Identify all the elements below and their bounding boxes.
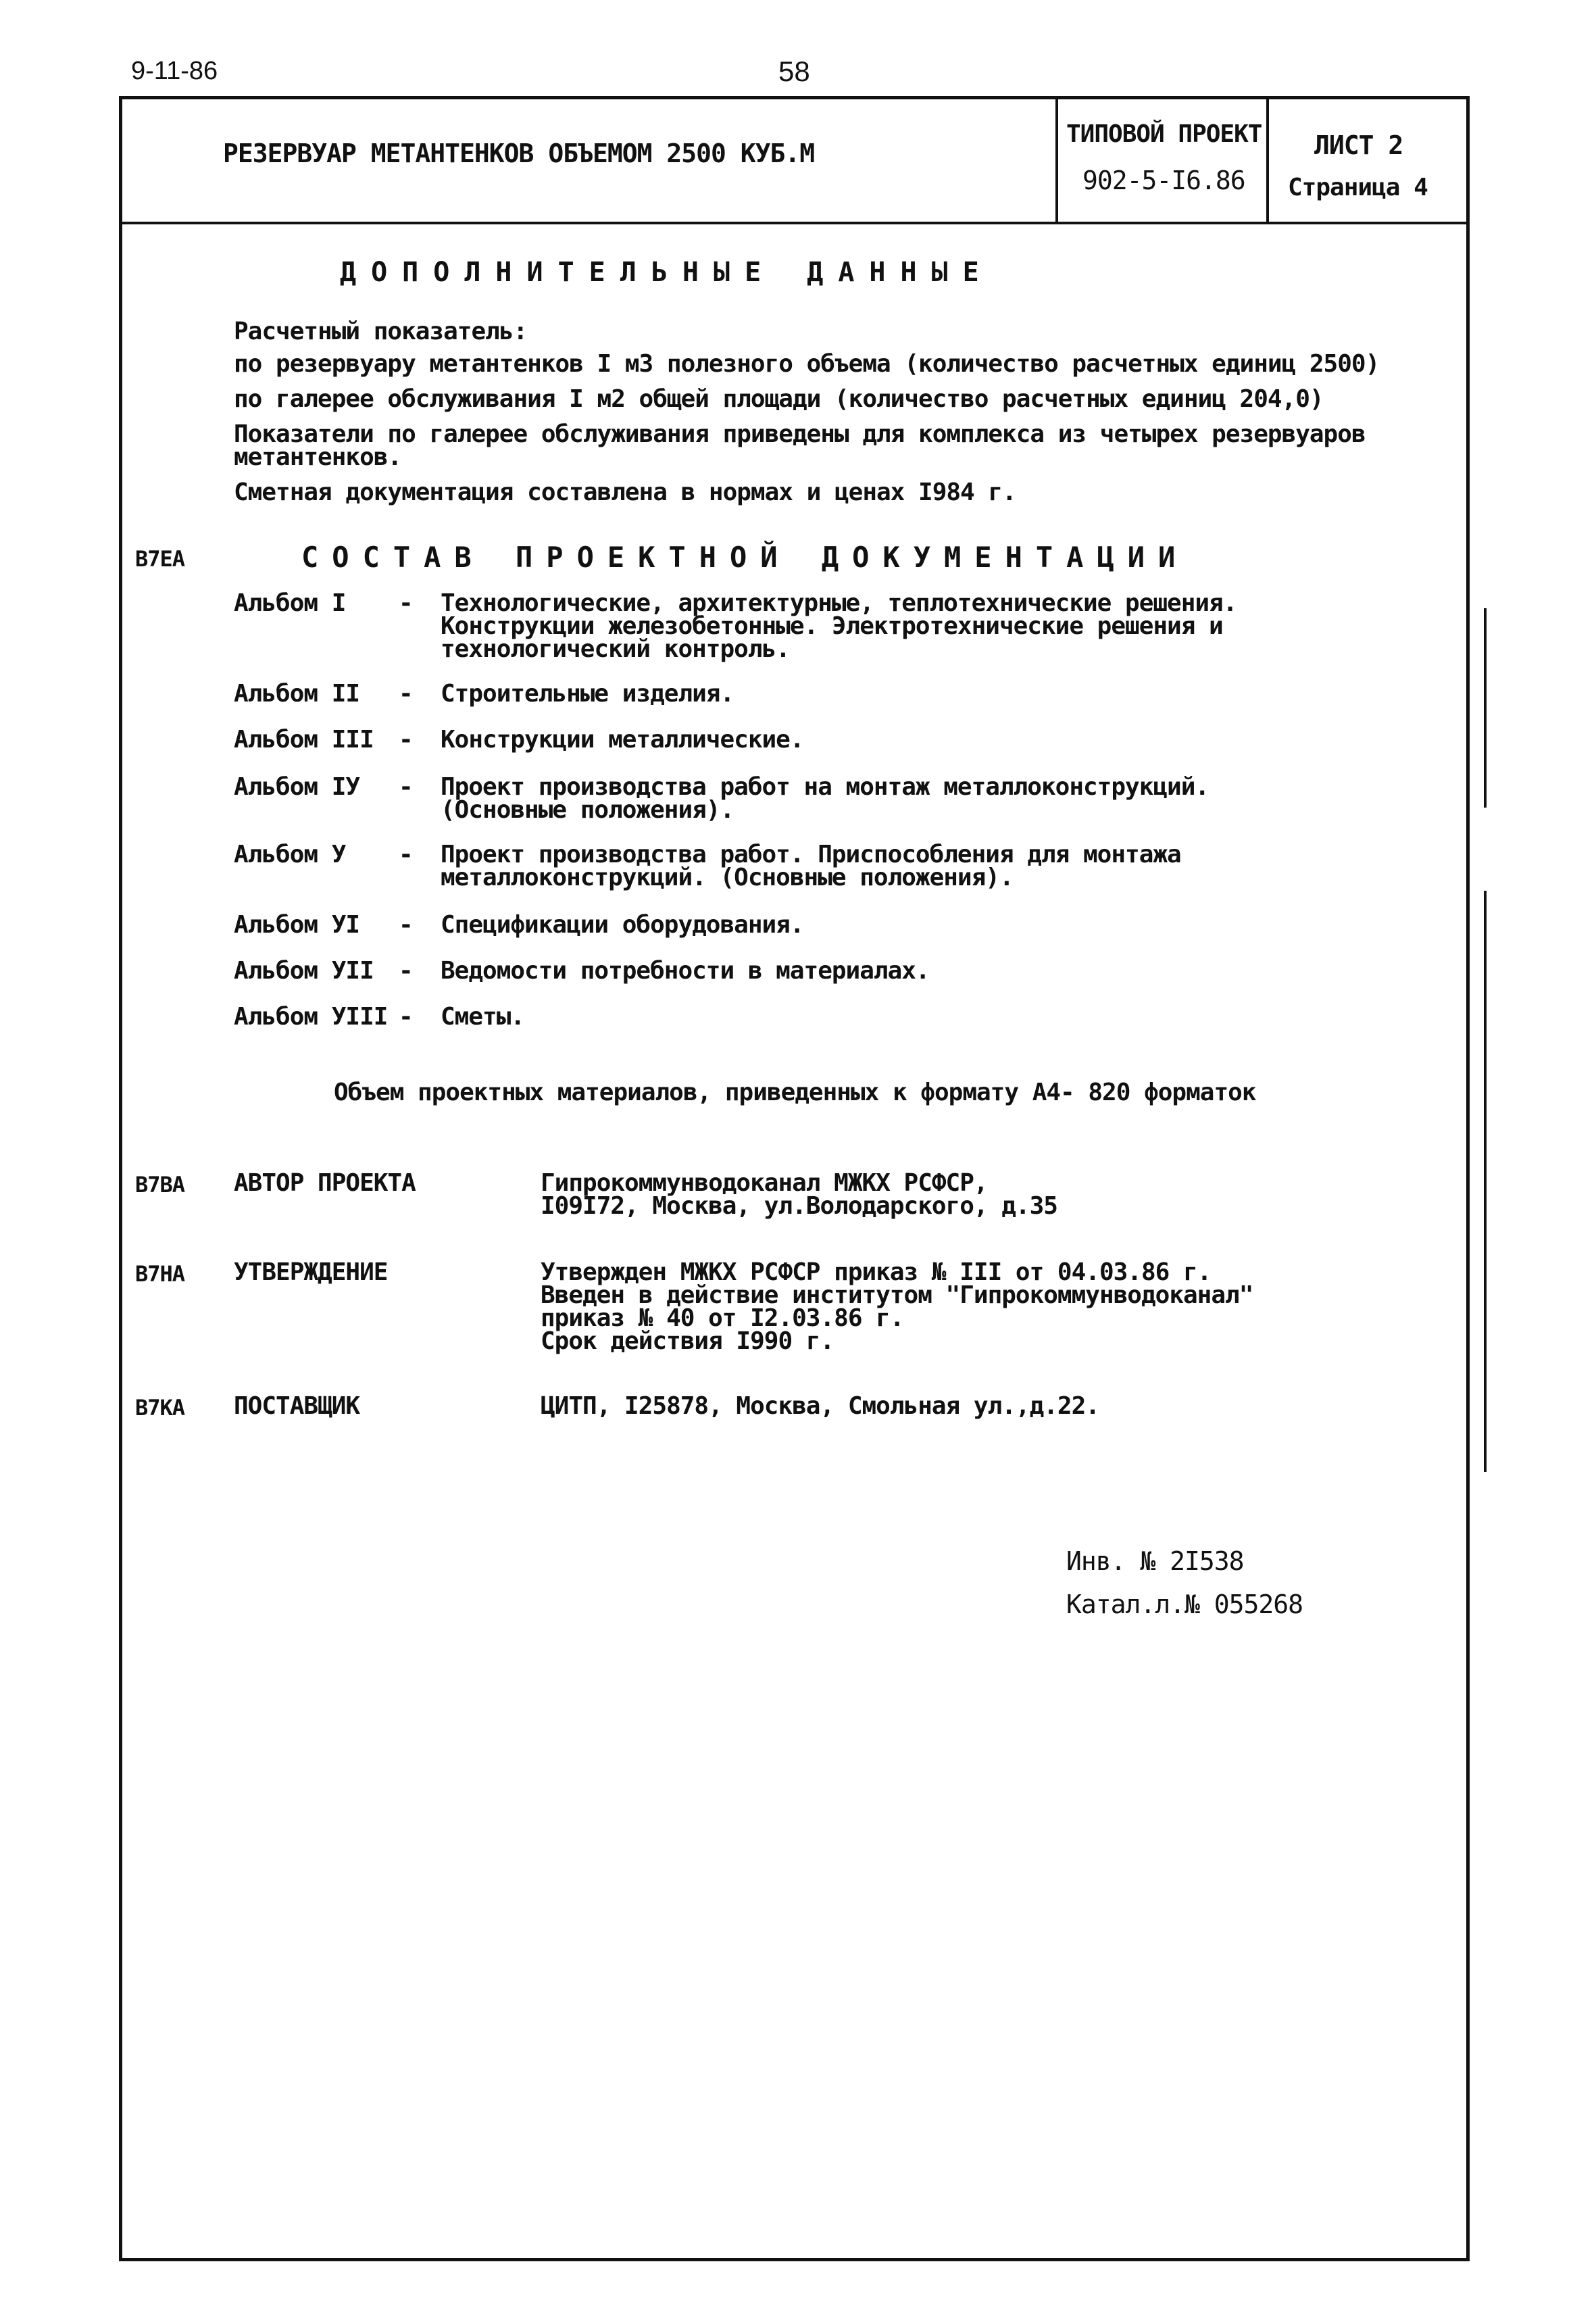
album-desc: Проект производства работ на монтаж металлоконструкций. — [441, 773, 1210, 801]
section-code: В7НА — [135, 1261, 185, 1287]
calc-indicator-label: Расчетный показатель: — [234, 318, 528, 345]
album-desc: Спецификации оборудования. — [441, 911, 804, 939]
text-line: по резервуару метантенков I м3 полезного объема (количество расчетных единиц 2500) — [234, 350, 1380, 378]
margin-bar — [1484, 891, 1487, 1472]
project-label: ТИПОВОЙ ПРОЕКТ — [1066, 120, 1262, 148]
catalog-number: Катал.л.№ 055268 — [1066, 1590, 1303, 1619]
section-code: В7ВА — [135, 1172, 185, 1198]
page-number: 58 — [778, 55, 810, 87]
album-desc: Ведомости потребности в материалах. — [441, 957, 930, 985]
approval-line: Утвержден МЖКХ РСФСР приказ № III от 04.03.86 г. — [541, 1258, 1212, 1286]
project-code: 902-5-I6.86 — [1082, 166, 1245, 195]
document-date: 9-11-86 — [131, 57, 218, 85]
author-line: Гипрокоммунводоканал МЖКХ РСФСР, — [541, 1169, 988, 1197]
author-line: I09I72, Москва, ул.Володарского, д.35 — [541, 1192, 1057, 1220]
album-desc: Технологические, архитектурные, теплотехнические решения. — [441, 589, 1237, 617]
approval-label: УТВЕРЖДЕНИЕ — [234, 1258, 388, 1286]
album-dash: - — [399, 589, 414, 617]
section-code: В7КА — [135, 1395, 185, 1421]
margin-bar — [1484, 608, 1487, 808]
supplier-line: ЦИТП, I25878, Москва, Смольная ул.,д.22. — [541, 1392, 1099, 1420]
approval-line: Срок действия I990 г. — [541, 1327, 834, 1355]
album-name: Альбом У — [234, 841, 346, 868]
album-desc: Конструкции железобетонные. Электротехнические решения и — [441, 612, 1223, 640]
inventory-number: Инв. № 2I538 — [1066, 1546, 1244, 1576]
album-desc: (Основные положения). — [441, 796, 734, 824]
approval-line: приказ № 40 от I2.03.86 г. — [541, 1304, 904, 1332]
album-desc: Сметы. — [441, 1003, 525, 1031]
album-name: Альбом III — [234, 726, 374, 754]
album-dash: - — [399, 841, 414, 868]
album-desc: Конструкции металлические. — [441, 726, 804, 754]
album-desc: Проект производства работ. Приспособления для монтажа — [441, 841, 1181, 868]
approval-line: Введен в действие институтом "Гипрокоммунводоканал" — [541, 1281, 1253, 1309]
album-dash: - — [399, 726, 414, 754]
album-dash: - — [399, 911, 414, 939]
album-desc: технологический контроль. — [441, 635, 790, 663]
author-label: АВТОР ПРОЕКТА — [234, 1169, 416, 1197]
album-dash: - — [399, 680, 414, 708]
sheet-label: ЛИСТ 2 — [1314, 130, 1403, 160]
text-line: метантенков. — [234, 443, 402, 471]
header-column-divider — [1055, 96, 1058, 223]
volume-note: Объем проектных материалов, приведенных к формату А4- 820 форматок — [334, 1079, 1256, 1106]
text-line: Сметная документация составлена в нормах и ценах I984 г. — [234, 478, 1016, 506]
album-dash: - — [399, 1003, 414, 1031]
album-dash: - — [399, 773, 414, 801]
supplier-label: ПОСТАВЩИК — [234, 1392, 360, 1420]
album-desc: металлоконструкций. (Основные положения). — [441, 864, 1014, 891]
page-label: Страница 4 — [1288, 174, 1428, 201]
album-name: Альбом УI — [234, 911, 360, 939]
composition-heading: СОСТАВ ПРОЕКТНОЙ ДОКУМЕНТАЦИИ — [301, 541, 1189, 574]
album-dash: - — [399, 957, 414, 985]
text-line: Показатели по галерее обслуживания приведены для комплекса из четырех резервуаров — [234, 420, 1366, 448]
header-column-divider — [1266, 96, 1269, 223]
section-code: В7ЕА — [135, 546, 185, 572]
album-name: Альбом IУ — [234, 773, 360, 801]
text-line: по галерее обслуживания I м2 общей площади (количество расчетных единиц 204,0) — [234, 385, 1324, 413]
additional-data-heading: ДОПОЛНИТЕЛЬНЫЕ ДАННЫЕ — [340, 257, 994, 288]
album-name: Альбом II — [234, 680, 360, 708]
album-name: Альбом УII — [234, 957, 374, 985]
album-desc: Строительные изделия. — [441, 680, 734, 708]
album-name: Альбом I — [234, 589, 346, 617]
document-title: РЕЗЕРВУАР МЕТАНТЕНКОВ ОБЪЕМОМ 2500 КУБ.М — [223, 139, 815, 168]
album-name: Альбом УIII — [234, 1003, 388, 1031]
